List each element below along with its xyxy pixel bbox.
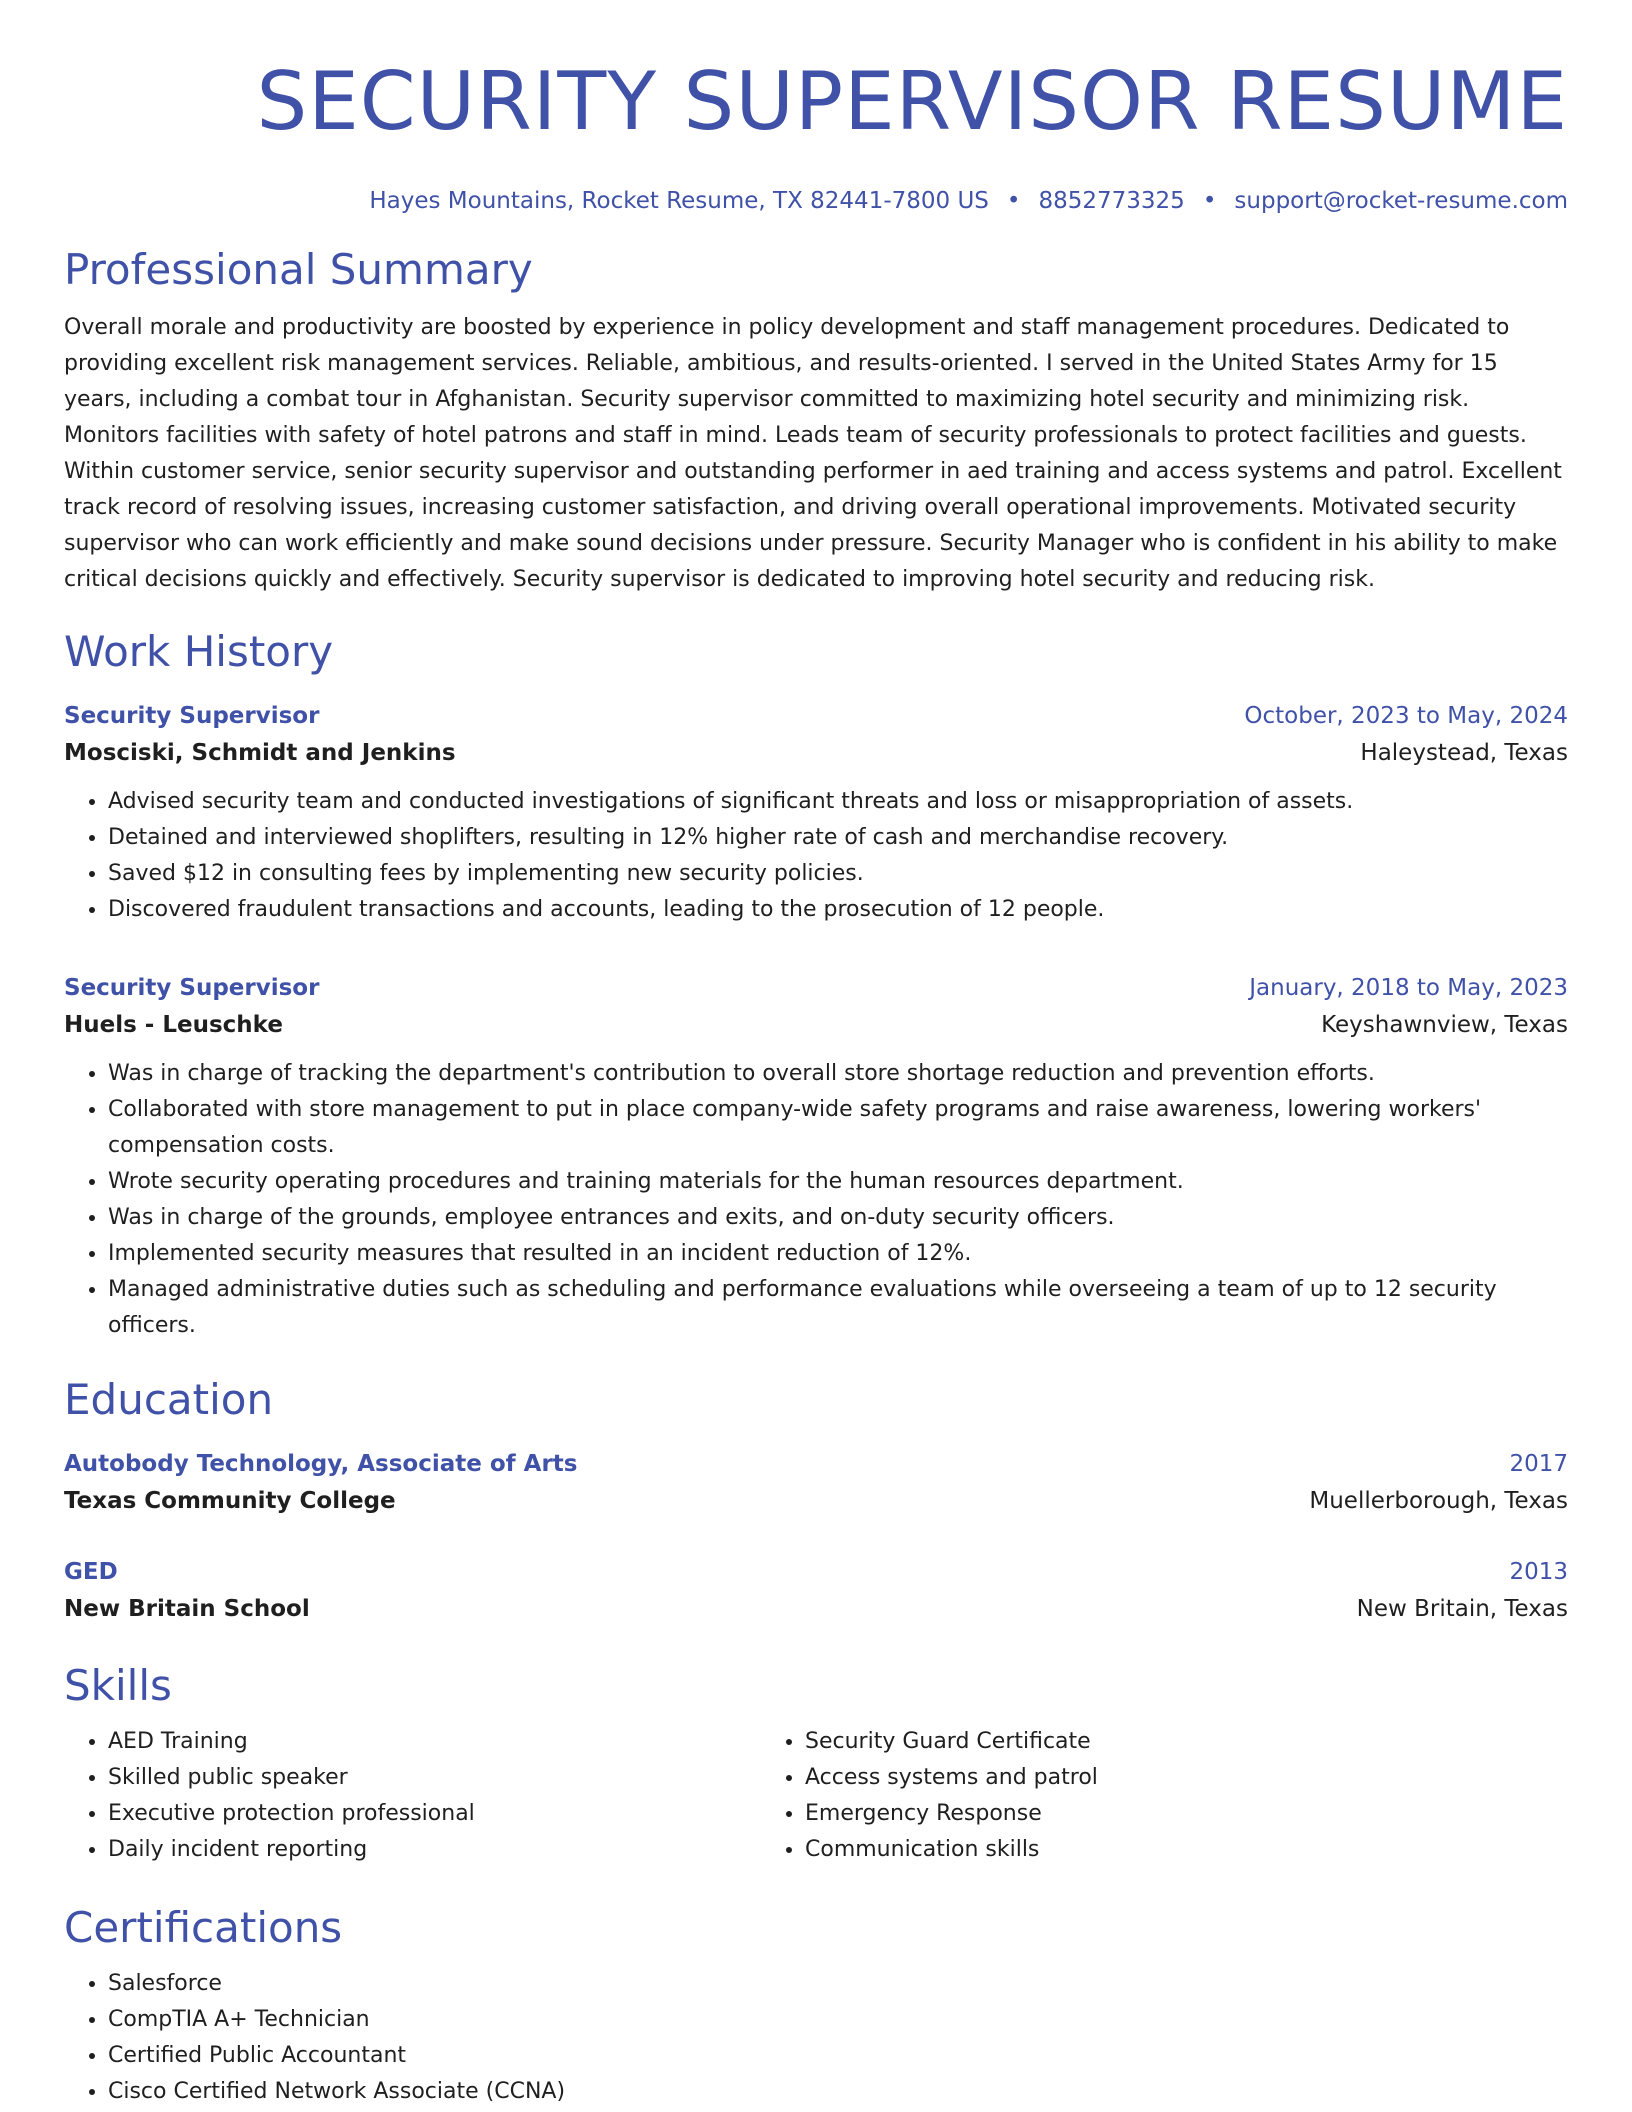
- education-degree: Autobody Technology, Associate of Arts: [64, 1451, 578, 1477]
- section-title-summary: Professional Summary: [64, 245, 533, 294]
- job-bullet-list: [64, 784, 1568, 928]
- section-title-skills: Skills: [64, 1661, 172, 1710]
- job-bullet: • Saved $12 in consulting fees by implementing new security policies.: [108, 856, 1568, 892]
- contact-separator: •: [1202, 188, 1217, 214]
- section-title-work-history: Work History: [64, 627, 334, 676]
- contact-address: Hayes Mountains, Rocket Resume, TX 82441-7800 US: [369, 188, 989, 214]
- job-bullet: • Was in charge of the grounds, employee entrances and exits, and on-duty security officers.: [108, 1200, 1568, 1236]
- contact-separator: •: [1006, 188, 1021, 214]
- education-degree: GED: [64, 1559, 118, 1585]
- section-title-certifications: Certifications: [64, 1903, 343, 1952]
- job-role: Security Supervisor: [64, 703, 320, 729]
- skills-grid: [64, 1724, 1568, 1868]
- certification-item: • Cisco Certified Network Associate (CCNA): [108, 2074, 1568, 2110]
- skill-item: • Access systems and patrol: [805, 1760, 1458, 1796]
- education-entry: [64, 1446, 1568, 1520]
- skills-list-right: [761, 1724, 1458, 1868]
- job-entry: [64, 698, 1568, 928]
- contact-line: [64, 186, 1568, 216]
- skills-list-left: [64, 1724, 761, 1868]
- job-entry: [64, 970, 1568, 1344]
- education-header-row: [64, 1446, 1568, 1482]
- education-year: 2017: [1509, 1451, 1568, 1477]
- job-bullet: • Advised security team and conducted investigations of significant threats and loss or misappropriation of assets.: [108, 784, 1568, 820]
- skill-item: • AED Training: [108, 1724, 761, 1760]
- education-school-row: [64, 1590, 1568, 1628]
- certifications-list: [64, 1966, 1568, 2110]
- job-company-row: [64, 1006, 1568, 1044]
- job-role: Security Supervisor: [64, 975, 320, 1001]
- certification-item: • Certified Public Accountant: [108, 2038, 1568, 2074]
- job-company: Huels - Leuschke: [64, 1012, 283, 1038]
- education-school: New Britain School: [64, 1596, 310, 1622]
- job-bullet: • Wrote security operating procedures and training materials for the human resources department.: [108, 1164, 1568, 1200]
- job-header-row: [64, 698, 1568, 734]
- job-bullet: • Collaborated with store management to put in place company-wide safety programs and raise awareness, lowering workers' compensation costs.: [108, 1092, 1568, 1164]
- skill-item: • Security Guard Certificate: [805, 1724, 1458, 1760]
- job-bullet: • Detained and interviewed shoplifters, resulting in 12% higher rate of cash and merchandise recovery.: [108, 820, 1568, 856]
- job-bullet: • Was in charge of tracking the department's contribution to overall store shortage reduction and prevention efforts.: [108, 1056, 1568, 1092]
- skill-item: • Skilled public speaker: [108, 1760, 761, 1796]
- job-bullet: • Managed administrative duties such as scheduling and performance evaluations while overseeing a team of up to 12 security officers.: [108, 1272, 1568, 1344]
- job-dates: January, 2018 to May, 2023: [1249, 975, 1568, 1001]
- education-school: Texas Community College: [64, 1488, 396, 1514]
- job-bullet-list: [64, 1056, 1568, 1344]
- skill-item: • Executive protection professional: [108, 1796, 761, 1832]
- job-company-row: [64, 734, 1568, 772]
- certification-item: • Salesforce: [108, 1966, 1568, 2002]
- job-header-row: [64, 970, 1568, 1006]
- job-dates: October, 2023 to May, 2024: [1244, 703, 1568, 729]
- job-location: Keyshawnview, Texas: [1321, 1012, 1568, 1038]
- certification-item: • CompTIA A+ Technician: [108, 2002, 1568, 2038]
- job-bullet: • Discovered fraudulent transactions and accounts, leading to the prosecution of 12 people.: [108, 892, 1568, 928]
- skill-item: • Emergency Response: [805, 1796, 1458, 1832]
- skill-item: • Communication skills: [805, 1832, 1458, 1868]
- job-company: Mosciski, Schmidt and Jenkins: [64, 740, 456, 766]
- summary-text: Overall morale and productivity are boosted by experience in policy development and staff management procedures. Dedicated to providing excellent risk management services. Reliable, ambitious, and results-oriented. I served in the United States Army for 15 years, including a combat tour in Afghanistan. Security supervisor committed to maximizing hotel security and minimizing risk. Monitors facilities with safety of hotel patrons and staff in mind. Leads team of security professionals to protect facilities and guests. Within customer service, senior security supervisor and outstanding performer in aed training and access systems and patrol. Excellent track record of resolving issues, increasing customer satisfaction, and driving overall operational improvements. Motivated security supervisor who can work efficiently and make sound decisions under pressure. Security Manager who is confident in his ability to make critical decisions quickly and effectively. Security supervisor is dedicated to improving hotel security and reducing risk.: [64, 315, 1562, 592]
- education-header-row: [64, 1554, 1568, 1590]
- resume-title: SECURITY SUPERVISOR RESUME: [256, 55, 1568, 148]
- education-location: New Britain, Texas: [1356, 1596, 1568, 1622]
- contact-email: support@rocket-resume.com: [1234, 188, 1568, 214]
- skill-item: • Daily incident reporting: [108, 1832, 761, 1868]
- section-title-education: Education: [64, 1375, 274, 1424]
- contact-phone: 8852773325: [1038, 188, 1185, 214]
- job-location: Haleystead, Texas: [1360, 740, 1568, 766]
- education-location: Muellerborough, Texas: [1309, 1488, 1568, 1514]
- education-year: 2013: [1509, 1559, 1568, 1585]
- resume-page: [64, 0, 1568, 2110]
- education-school-row: [64, 1482, 1568, 1520]
- education-entry: [64, 1554, 1568, 1628]
- job-bullet: • Implemented security measures that resulted in an incident reduction of 12%.: [108, 1236, 1568, 1272]
